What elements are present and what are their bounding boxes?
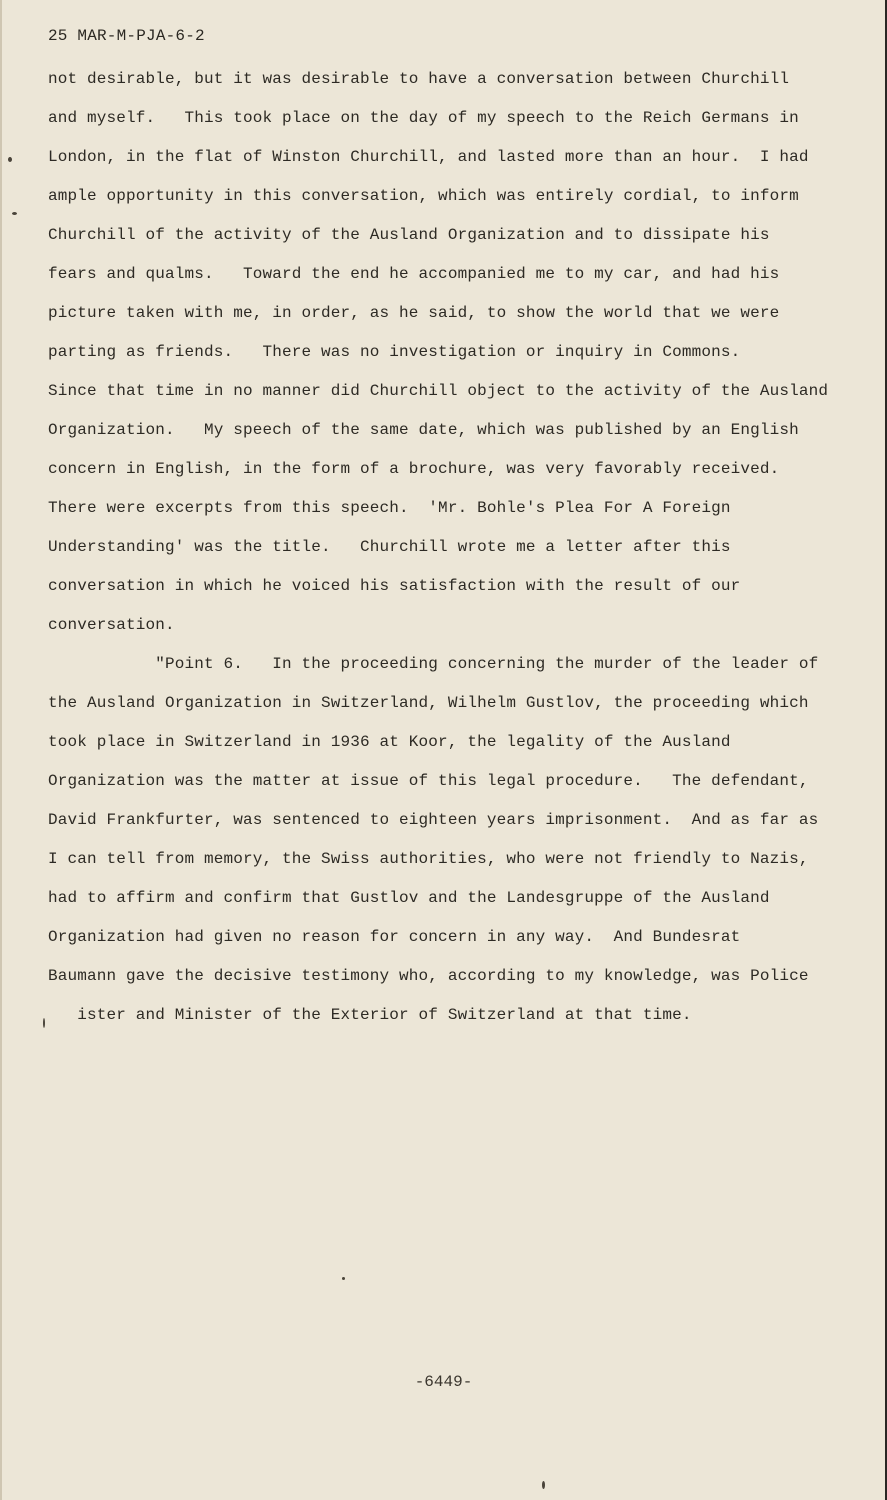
document-header: 25 MAR-M-PJA-6-2 [48,27,205,45]
text-line: took place in Switzerland in 1936 at Koor, the legality of the Ausland [48,733,731,751]
text-line: Organization had given no reason for concern in any way. And Bundesrat [48,928,741,946]
page-number: -6449- [414,1373,473,1391]
text-line: not desirable, but it was desirable to have a conversation between Churchill [48,70,790,88]
text-line: ample opportunity in this conversation, which was entirely cordial, to inform [48,187,799,205]
text-line: picture taken with me, in order, as he said, to show the world that we were [48,304,780,322]
text-line: Since that time in no manner did Churchill object to the activity of the Ausland [48,382,829,400]
text-line: ister and Minister of the Exterior of Switzerland at that time. [48,1006,692,1024]
text-line: conversation. [48,616,175,634]
text-line: Organization. My speech of the same date, which was published by an English [48,421,799,439]
document-body [48,66,838,1041]
paper-speck [12,212,17,215]
text-line: the Ausland Organization in Switzerland, Wilhelm Gustlov, the proceeding which [48,694,809,712]
text-line: concern in English, in the form of a brochure, was very favorably received. [48,460,780,478]
text-line: and myself. This took place on the day of my speech to the Reich Germans in [48,109,799,127]
text-line: parting as friends. There was no investigation or inquiry in Commons. [48,343,741,361]
text-line: "Point 6. In the proceeding concerning the murder of the leader of [48,655,819,673]
paper-speck [43,1018,45,1028]
text-line: conversation in which he voiced his satisfaction with the result of our [48,577,741,595]
paper-speck [342,1277,345,1280]
paper-speck [8,157,12,162]
text-line: Organization was the matter at issue of this legal procedure. The defendant, [48,772,809,790]
text-line: There were excerpts from this speech. 'Mr. Bohle's Plea For A Foreign [48,499,731,517]
paper-speck [542,1481,545,1489]
text-line: London, in the flat of Winston Churchill, and lasted more than an hour. I had [48,148,809,166]
text-line: Understanding' was the title. Churchill wrote me a letter after this [48,538,731,556]
text-line: Churchill of the activity of the Ausland Organization and to dissipate his [48,226,770,244]
text-line: Baumann gave the decisive testimony who, according to my knowledge, was Police [48,967,809,985]
text-line: fears and qualms. Toward the end he accompanied me to my car, and had his [48,265,780,283]
text-line: David Frankfurter, was sentenced to eighteen years imprisonment. And as far as [48,811,819,829]
text-line: I can tell from memory, the Swiss authorities, who were not friendly to Nazis, [48,850,809,868]
text-line: had to affirm and confirm that Gustlov and the Landesgruppe of the Ausland [48,889,770,907]
